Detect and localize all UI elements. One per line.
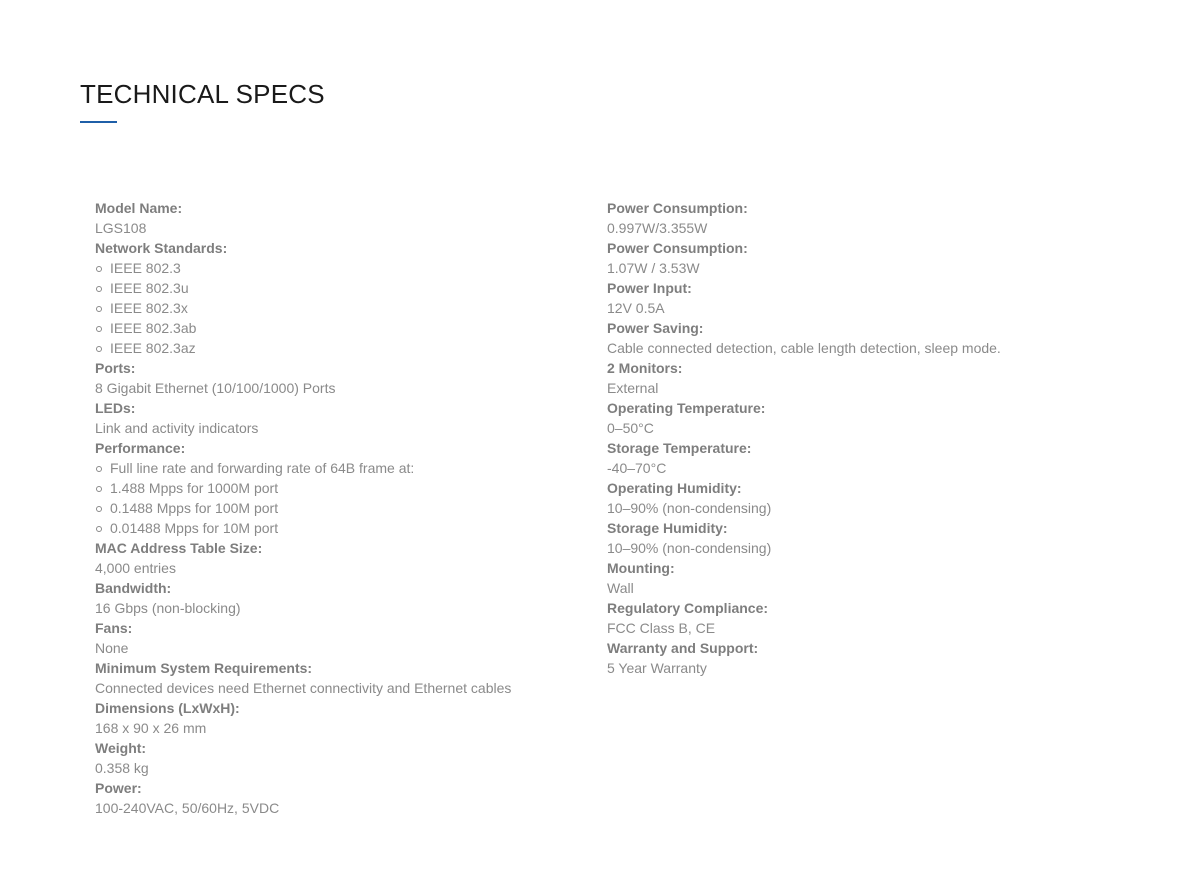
spec-label: Power Consumption: xyxy=(607,200,748,216)
spec-value: 1.07W / 3.53W xyxy=(607,260,700,276)
spec-bullet-item: IEEE 802.3x xyxy=(95,298,575,318)
spec-bullet-item: IEEE 802.3ab xyxy=(95,318,575,338)
spec-value: 10–90% (non-condensing) xyxy=(607,540,772,556)
specs-column-left xyxy=(95,198,575,818)
spec-label: Regulatory Compliance: xyxy=(607,600,769,616)
spec-bullet-item: IEEE 802.3 xyxy=(95,258,575,278)
spec-value: 8 Gigabit Ethernet (10/100/1000) Ports xyxy=(95,380,336,396)
spec-label: Dimensions (LxWxH): xyxy=(95,700,240,716)
spec-label: Bandwidth: xyxy=(95,580,172,596)
spec-label: Mounting: xyxy=(607,560,675,576)
spec-value: 0–50°C xyxy=(607,420,654,436)
spec-value: External xyxy=(607,380,659,396)
spec-value: Cable connected detection, cable length detection, sleep mode. xyxy=(607,340,1001,356)
spec-bullet-item: 0.01488 Mpps for 10M port xyxy=(95,518,575,538)
spec-label: MAC Address Table Size: xyxy=(95,540,263,556)
spec-value: 5 Year Warranty xyxy=(607,660,707,676)
spec-value: LGS108 xyxy=(95,220,147,236)
spec-label: Warranty and Support: xyxy=(607,640,759,656)
spec-value: 168 x 90 x 26 mm xyxy=(95,720,207,736)
spec-value: FCC Class B, CE xyxy=(607,620,716,636)
spec-value: None xyxy=(95,640,129,656)
spec-label: Storage Temperature: xyxy=(607,440,752,456)
spec-value: 10–90% (non-condensing) xyxy=(607,500,772,516)
spec-value: 4,000 entries xyxy=(95,560,176,576)
spec-value: 100-240VAC, 50/60Hz, 5VDC xyxy=(95,800,280,816)
spec-value: 0.358 kg xyxy=(95,760,149,776)
spec-bullet-item: IEEE 802.3az xyxy=(95,338,575,358)
spec-value: Connected devices need Ethernet connectivity and Ethernet cables xyxy=(95,680,512,696)
spec-label: 2 Monitors: xyxy=(607,360,683,376)
spec-value: 0.997W/3.355W xyxy=(607,220,708,236)
title-underline xyxy=(80,121,117,123)
spec-value: -40–70°C xyxy=(607,460,667,476)
spec-value: Wall xyxy=(607,580,634,596)
page-title: TECHNICAL SPECS xyxy=(80,79,325,109)
spec-bullet-item: IEEE 802.3u xyxy=(95,278,575,298)
spec-bullet-item: Full line rate and forwarding rate of 64B frame at: xyxy=(95,458,575,478)
spec-label: Power Input: xyxy=(607,280,692,296)
spec-label: Storage Humidity: xyxy=(607,520,728,536)
spec-label: Fans: xyxy=(95,620,133,636)
spec-label: Model Name: xyxy=(95,200,183,216)
spec-label: Weight: xyxy=(95,740,147,756)
spec-label: Power Consumption: xyxy=(607,240,748,256)
spec-value: 16 Gbps (non-blocking) xyxy=(95,600,241,616)
spec-label: Power: xyxy=(95,780,142,796)
spec-label: Ports: xyxy=(95,360,136,376)
spec-bullet-item: 0.1488 Mpps for 100M port xyxy=(95,498,575,518)
spec-label: Minimum System Requirements: xyxy=(95,660,313,676)
specs-column-right xyxy=(607,198,1127,678)
spec-label: Performance: xyxy=(95,440,186,456)
spec-bullet-item: 1.488 Mpps for 1000M port xyxy=(95,478,575,498)
spec-label: Operating Humidity: xyxy=(607,480,742,496)
spec-label: Network Standards: xyxy=(95,240,228,256)
spec-value: 12V 0.5A xyxy=(607,300,665,316)
spec-value: Link and activity indicators xyxy=(95,420,259,436)
spec-label: LEDs: xyxy=(95,400,136,416)
spec-label: Operating Temperature: xyxy=(607,400,766,416)
spec-label: Power Saving: xyxy=(607,320,704,336)
